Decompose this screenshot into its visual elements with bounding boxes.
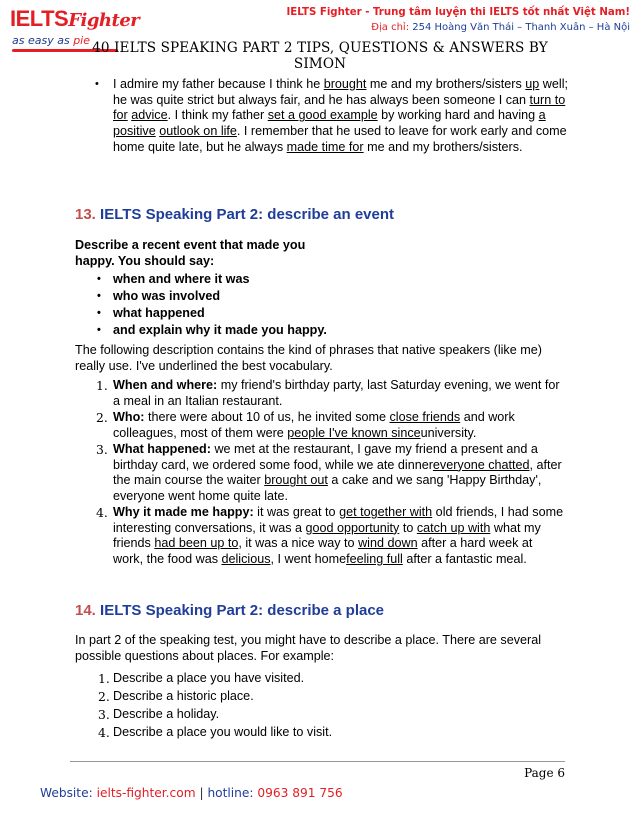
prompt-line: Describe a recent event that made you: [75, 238, 306, 252]
bullet-text: and explain why it made you happy.: [113, 323, 327, 337]
hotline-number: 0963 891 756: [257, 786, 343, 800]
underlined-phrase: people I've known since: [287, 425, 421, 440]
underlined-phrase: set a good example: [267, 108, 378, 123]
item-number: 1.: [98, 671, 110, 686]
underlined-phrase: had been up to: [154, 536, 239, 551]
underlined-phrase: up: [525, 77, 540, 91]
text: old friends, I had some interesting conversations, it was a: [113, 505, 564, 535]
logo-tagline-pie: pie: [73, 34, 90, 47]
text: and work colleagues, most of them were: [113, 410, 515, 440]
item-number: 3.: [98, 707, 110, 722]
header-slogan: IELTS Fighter - Trung tâm luyện thi IELTS tốt nhất Việt Nam!: [286, 7, 630, 18]
page-number: Page 6: [524, 766, 565, 780]
document-title: 40 IELTS SPEAKING PART 2 TIPS, QUESTIONS & ANSWERS BY SIMON: [92, 40, 548, 72]
text: by working hard and having: [377, 108, 539, 123]
place-item: [98, 707, 220, 723]
text: well; he was quite strict but always fair, and he has always been someone I can: [113, 77, 569, 107]
footer-contact: [40, 786, 343, 800]
address-label: Địa chỉ:: [371, 22, 413, 33]
logo-tagline: as easy as: [12, 34, 74, 47]
text: university.: [420, 425, 477, 440]
prompt-bullet: [97, 306, 205, 322]
section-title: IELTS Speaking Part 2: describe a place: [100, 602, 385, 619]
item-text: Describe a holiday.: [113, 707, 220, 721]
item-number: 1.: [96, 378, 108, 393]
underlined-phrase: feeling full: [346, 552, 403, 567]
item-text: Describe a place you would like to visit.: [113, 725, 333, 739]
event-item: [96, 378, 565, 409]
prompt-line: happy. You should say:: [75, 254, 215, 268]
item-label: Who:: [113, 410, 145, 424]
underlined-phrase: good opportunity: [305, 520, 400, 535]
footer-separator: |: [195, 786, 208, 800]
text: it was great to: [253, 505, 340, 519]
text: there were about 10 of us, he invited some: [144, 410, 390, 424]
text: we met at the restaurant, I gave my friend a present and a birthday card, we ordered some food, while we ate dinner: [113, 442, 538, 472]
section-title: IELTS Speaking Part 2: describe an event: [100, 206, 395, 223]
text: I admire my father because I think he: [113, 77, 324, 91]
underlined-phrase: brought out: [264, 473, 328, 488]
bullet-mark: •: [97, 307, 101, 319]
event-item: [96, 410, 565, 441]
text: . I remember that he used to leave for work early and come home quite late, but he always: [113, 124, 567, 154]
underlined-phrase: everyone chatted: [432, 457, 530, 472]
text: after a hard week at work, the food was: [113, 536, 533, 567]
text: me and my brothers/sisters.: [363, 139, 523, 154]
bullet-text: who was involved: [113, 289, 221, 303]
item-number: 2.: [98, 689, 110, 704]
text: . I think my father: [167, 108, 268, 123]
hotline-label: hotline:: [207, 786, 258, 800]
website-label: Website:: [40, 786, 97, 800]
underlined-phrase: delicious: [221, 552, 271, 567]
underlined-phrase: made time for: [286, 139, 364, 154]
text: after a fantastic meal.: [402, 552, 527, 567]
item-number: 4.: [96, 505, 108, 520]
bullet-mark: •: [97, 290, 101, 302]
section-14-heading: [75, 602, 384, 619]
logo-fighter-text: Fighter: [68, 10, 140, 31]
item-number: 4.: [98, 725, 110, 740]
section-number: 13.: [75, 206, 101, 223]
logo-main-text: IELTS: [10, 6, 69, 31]
text: , I went home: [270, 552, 347, 567]
place-item: [98, 725, 333, 741]
underlined-phrase: get together with: [339, 505, 433, 519]
text: , it was a nice way to: [238, 536, 359, 551]
underlined-phrase: outlook on life: [159, 124, 237, 139]
section-number: 14.: [75, 602, 101, 619]
underlined-phrase: advice: [131, 108, 168, 123]
item-label: Why it made me happy:: [113, 505, 254, 519]
section-13-description: The following description contains the kind of phrases that native speakers (like me) really use. I've underlined the best vocabulary.: [75, 343, 542, 373]
underlined-phrase: turn to for: [113, 92, 566, 123]
prompt-bullet: [97, 289, 221, 305]
bullet-text: when and where it was: [113, 272, 250, 286]
bullet-text: what happened: [113, 306, 205, 320]
text: what my friends: [113, 520, 541, 551]
footer-divider: [70, 761, 565, 762]
text: to: [399, 520, 417, 535]
header-contact: [286, 7, 630, 33]
underlined-phrase: brought: [323, 77, 367, 91]
place-item: [98, 671, 305, 687]
text: a cake and we sang 'Happy Birthday', everyone went home quite late.: [113, 473, 542, 504]
section-13-heading: [75, 206, 394, 223]
underlined-phrase: a positive: [113, 108, 546, 139]
bullet-mark: •: [95, 78, 99, 90]
place-item: [98, 689, 254, 705]
text: , after the main course the waiter: [113, 457, 562, 488]
text: me and my brothers/sisters: [366, 77, 526, 91]
prompt-bullet: [97, 272, 250, 288]
text: my friend's birthday party, last Saturday evening, we went for a meal in an Italian restaurant.: [113, 378, 560, 408]
bullet-mark: •: [97, 273, 101, 285]
address-value: 254 Hoàng Văn Thái – Thanh Xuân – Hà Nội: [412, 22, 630, 33]
intro-bullet: [95, 77, 569, 156]
bullet-mark: •: [97, 324, 101, 336]
underlined-phrase: close friends: [389, 410, 461, 424]
event-item: [96, 505, 565, 568]
item-text: Describe a place you have visited.: [113, 671, 305, 685]
event-prompt: [75, 237, 305, 269]
item-text: Describe a historic place.: [113, 689, 254, 703]
underlined-phrase: catch up with: [416, 520, 491, 535]
item-label: What happened:: [113, 442, 211, 456]
item-number: 2.: [96, 410, 108, 425]
event-item: [96, 442, 565, 505]
item-label: When and where:: [113, 378, 218, 392]
website-link[interactable]: ielts-fighter.com: [96, 786, 196, 800]
underlined-phrase: wind down: [358, 536, 418, 551]
section-14-description: In part 2 of the speaking test, you might have to describe a place. There are several possible questions about places. For example:: [75, 633, 542, 663]
prompt-bullet: [97, 323, 327, 339]
item-number: 3.: [96, 442, 108, 457]
